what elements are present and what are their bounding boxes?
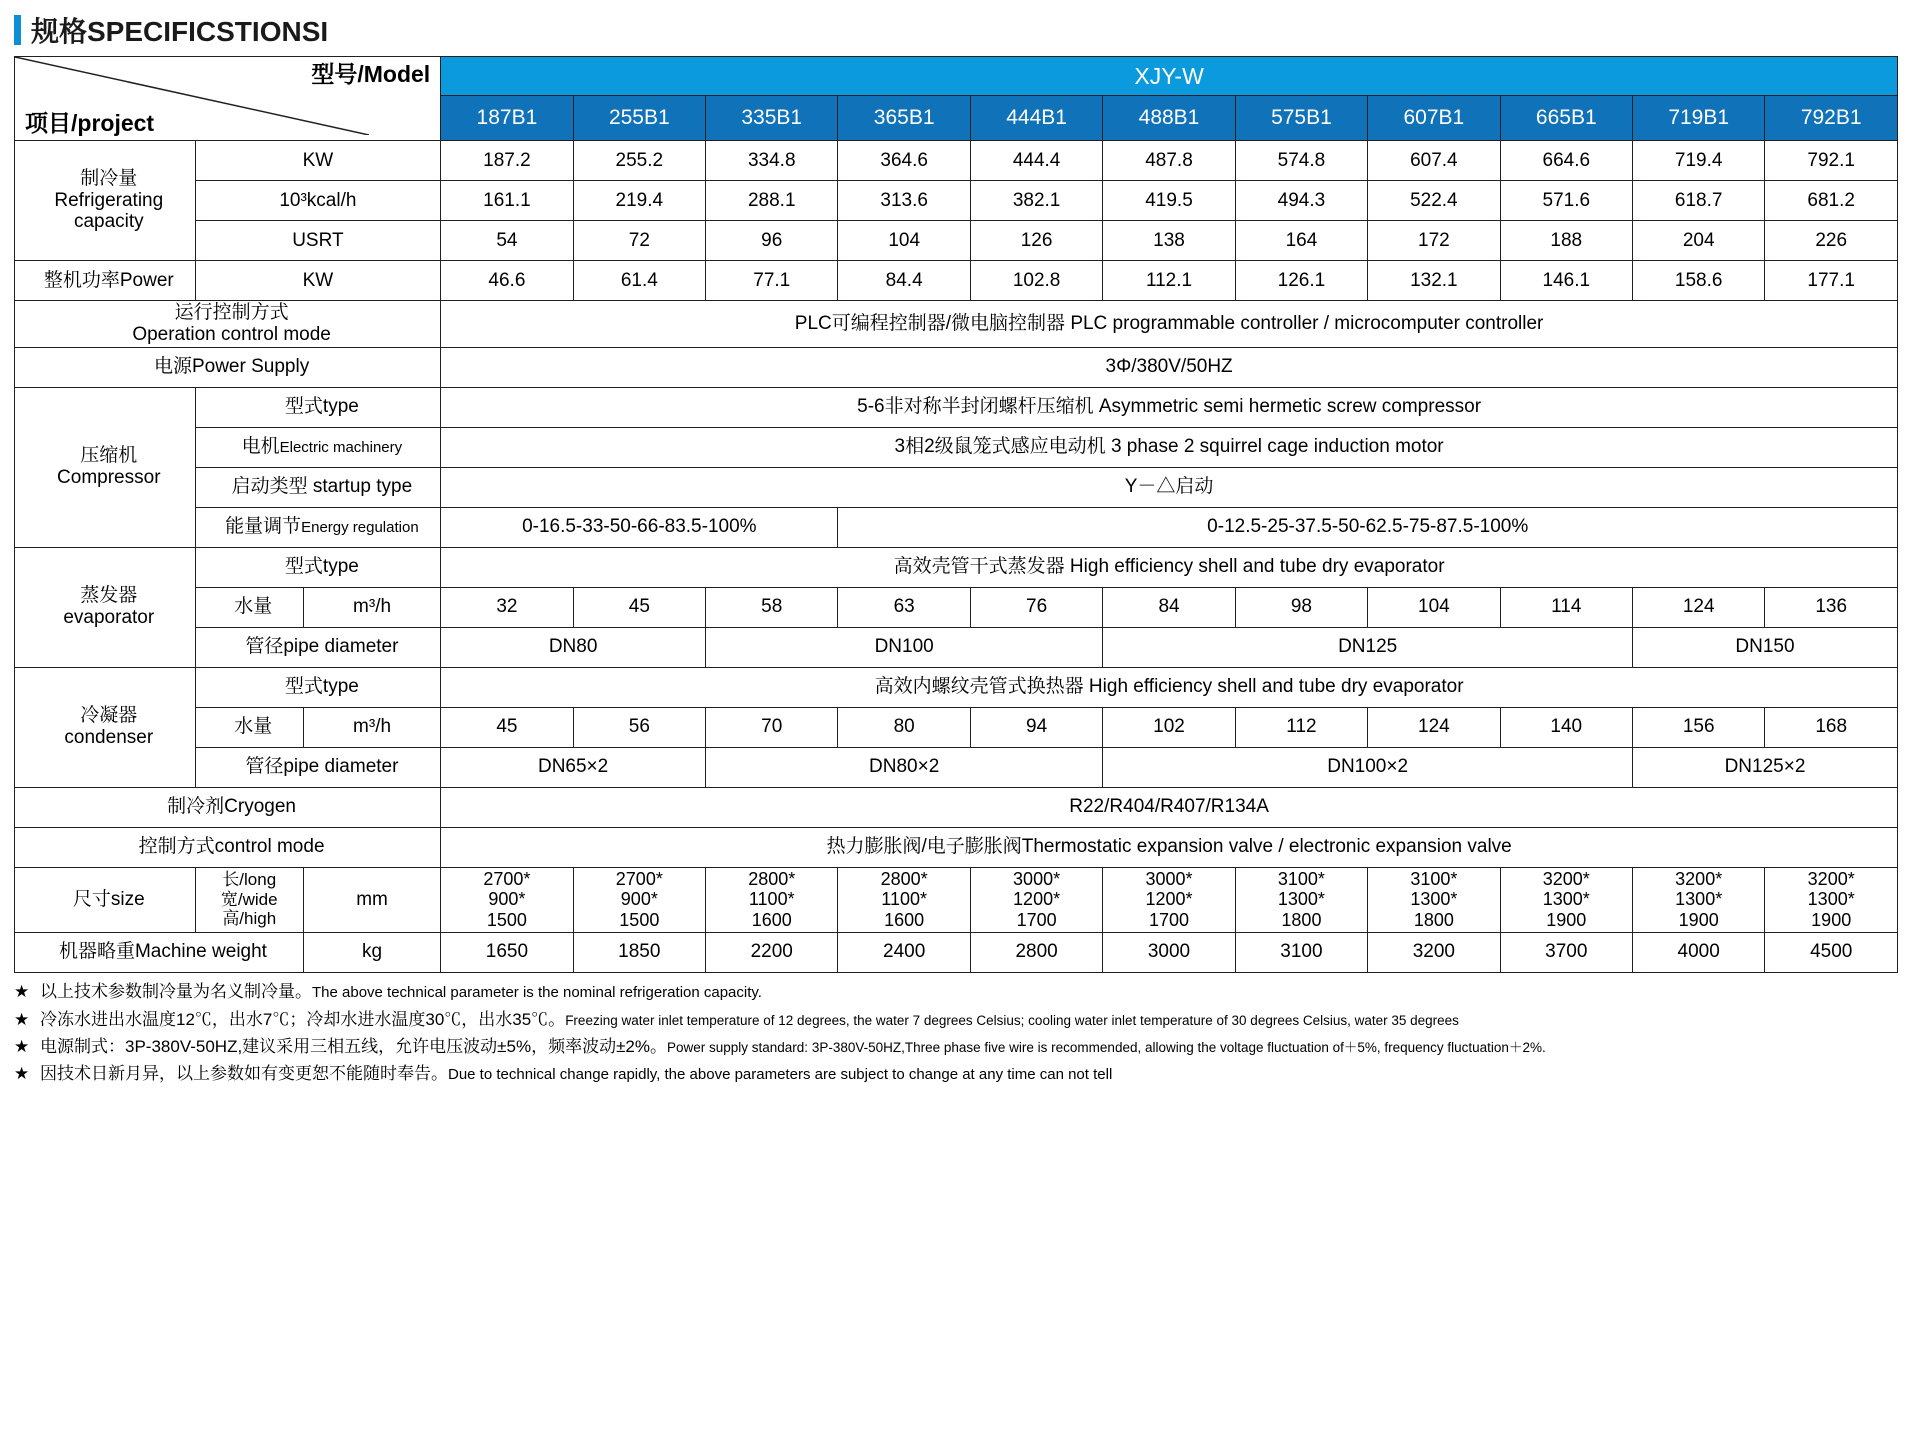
page-title [14,8,1906,52]
cell-value: 204 [1632,221,1764,261]
cell-value: DN100 [706,627,1103,667]
label-en: Electric machinery [279,439,403,457]
cell-value: 288.1 [706,181,838,221]
cell-size: 3200* 1300* 1900 [1500,867,1632,932]
compressor-energy-label [195,507,441,547]
cell-value: 226 [1765,221,1898,261]
cell-value: 46.6 [441,261,573,301]
cell-value: 56 [573,707,705,747]
footnote-text: 以上技术参数制冷量为名义制冷量。The above technical parameter is the nominal refrigeration capacity. [40,981,762,1001]
row-label-condenser [15,667,196,787]
condenser-water-label: 水量 [195,707,303,747]
size-unit: mm [303,867,440,932]
cell-value: 84 [1103,587,1235,627]
cell-value: 574.8 [1235,141,1367,181]
cell-value: 140 [1500,707,1632,747]
cell-value: R22/R404/R407/R134A [441,787,1898,827]
cell-value: 138 [1103,221,1235,261]
footnote [14,1063,1906,1085]
cell-value: 1850 [573,932,705,972]
star-icon: ★ [14,1064,30,1083]
cell-value: PLC可编程控制器/微电脑控制器 PLC programmable controller / microcomputer controller [441,301,1898,348]
cell-value: 124 [1632,587,1764,627]
cell-value: 158.6 [1632,261,1764,301]
cell-value: DN125 [1103,627,1633,667]
title-accent-bar [14,15,21,45]
row-label-size: 尺寸size [15,867,196,932]
specification-table [14,56,1898,973]
model-header: 488B1 [1103,96,1235,141]
model-header: 719B1 [1632,96,1764,141]
condenser-water-unit: m³/h [303,707,440,747]
cell-value: DN100×2 [1103,747,1633,787]
cell-value: 719.4 [1632,141,1764,181]
cell-value: 61.4 [573,261,705,301]
footnote-text: 电源制式：3P-380V-50HZ,建议采用三相五线，允许电压波动±5%，频率波动±2%。Power supply standard: 3P-380V-50HZ,Three phase five wire is recommended, allowing the voltage fluctuation of＋5%, frequency fluctuation＋2%. [40,1036,1546,1056]
cell-value: 681.2 [1765,181,1898,221]
footnote [14,981,1906,1003]
footnotes [14,981,1906,1085]
cell-value: 172 [1368,221,1500,261]
evaporator-type-label: 型式type [195,547,441,587]
cell-value: 54 [441,221,573,261]
row-label-operation-control-mode [15,301,441,348]
cell-value: 102.8 [970,261,1102,301]
cell-value: 168 [1765,707,1898,747]
label-cn: 电机 [241,436,280,458]
cell-value: 607.4 [1368,141,1500,181]
label-cn: 压缩机 [80,445,138,467]
model-header: 444B1 [970,96,1102,141]
label-cn: 运行控制方式 [174,302,289,323]
cell-size: 3100* 1300* 1800 [1368,867,1500,932]
model-header: 365B1 [838,96,970,141]
label-en: Energy regulation [301,519,419,537]
cell-value: 792.1 [1765,141,1898,181]
cell-value: 80 [838,707,970,747]
size-dim-long: 长/long [222,870,277,890]
table-row [15,427,1898,467]
label-en: Operation control mode [132,323,331,345]
cell-value: 156 [1632,707,1764,747]
cell-value: 3Φ/380V/50HZ [441,347,1898,387]
cell-value: 571.6 [1500,181,1632,221]
row-label-cryogen: 制冷剂Cryogen [15,787,441,827]
cell-size: 2800* 1100* 1600 [706,867,838,932]
table-row [15,221,1898,261]
cell-size: 2700* 900* 1500 [441,867,573,932]
condenser-type-label: 型式type [195,667,441,707]
size-dims-label [195,867,303,932]
row-label-weight: 机器略重Machine weight [15,932,304,972]
cell-value: 3000 [1103,932,1235,972]
label-cn: 制冷量 [80,167,138,189]
cell-value: DN125×2 [1632,747,1897,787]
table-row [15,181,1898,221]
label-en: evaporator [63,607,155,629]
cell-value: 104 [1368,587,1500,627]
cell-size: 3200* 1300* 1900 [1632,867,1764,932]
footnote-text: 因技术日新月异，以上参数如有变更恕不能随时奉告。Due to technical change rapidly, the above parameters are subject to change at any time can not tell [40,1064,1113,1083]
cell-value: 313.6 [838,181,970,221]
cell-value: 136 [1765,587,1898,627]
unit-kw: KW [195,261,441,301]
cell-value: 2400 [838,932,970,972]
table-row [15,932,1898,972]
table-row [15,547,1898,587]
table-row [15,301,1898,348]
table-row [15,667,1898,707]
table-row [15,787,1898,827]
cell-value: DN150 [1632,627,1897,667]
table-row [15,867,1898,932]
title-text: 规格SPECIFICSTIONSI [31,16,329,47]
row-label-power-supply: 电源Power Supply [15,347,441,387]
star-icon: ★ [14,1036,30,1056]
table-row [15,747,1898,787]
cell-value: 364.6 [838,141,970,181]
cell-value: 102 [1103,707,1235,747]
cell-value: 94 [970,707,1102,747]
table-row [15,347,1898,387]
condenser-pipe-label: 管径pipe diameter [195,747,441,787]
evaporator-water-unit: m³/h [303,587,440,627]
cell-value: 热力膨胀阀/电子膨胀阀Thermostatic expansion valve / electronic expansion valve [441,827,1898,867]
evaporator-water-label: 水量 [195,587,303,627]
model-header: 665B1 [1500,96,1632,141]
row-label-evaporator [15,547,196,667]
cell-value: 72 [573,221,705,261]
cell-value: 96 [706,221,838,261]
cell-value: 112.1 [1103,261,1235,301]
cell-value: 4000 [1632,932,1764,972]
model-header: 607B1 [1368,96,1500,141]
cell-value: 70 [706,707,838,747]
model-header: 575B1 [1235,96,1367,141]
cell-value: 126.1 [1235,261,1367,301]
size-dim-high: 高/high [222,909,277,929]
cell-value: 334.8 [706,141,838,181]
evaporator-pipe-label: 管径pipe diameter [195,627,441,667]
corner-project-label: 项目/project [25,109,155,136]
cell-value: 0-12.5-25-37.5-50-62.5-75-87.5-100% [838,507,1898,547]
cell-value: 2800 [970,932,1102,972]
cell-value: 3700 [1500,932,1632,972]
cell-value: 3200 [1368,932,1500,972]
cell-size: 3000* 1200* 1700 [970,867,1102,932]
cell-value: 77.1 [706,261,838,301]
cell-value: 132.1 [1368,261,1500,301]
cell-value: DN80×2 [706,747,1103,787]
cell-value: 494.3 [1235,181,1367,221]
cell-value: 444.4 [970,141,1102,181]
cell-value: 146.1 [1500,261,1632,301]
cell-value: 664.6 [1500,141,1632,181]
table-row [15,827,1898,867]
row-label-compressor [15,387,196,547]
cell-value: 84.4 [838,261,970,301]
cell-value: 高效内螺纹壳管式换热器 High efficiency shell and tube dry evaporator [441,667,1898,707]
compressor-type-label: 型式type [195,387,441,427]
label-cn: 蒸发器 [80,585,138,607]
cell-value: 126 [970,221,1102,261]
label-en: condenser [64,727,154,749]
corner-header [15,57,441,141]
size-dim-wide: 宽/wide [220,889,278,909]
cell-value: 255.2 [573,141,705,181]
star-icon: ★ [14,1009,30,1029]
cell-value: 522.4 [1368,181,1500,221]
model-header: 792B1 [1765,96,1898,141]
cell-value: 219.4 [573,181,705,221]
cell-value: 98 [1235,587,1367,627]
series-name: XJY-W [441,57,1898,96]
cell-size: 3200* 1300* 1900 [1765,867,1898,932]
table-row [15,141,1898,181]
row-label-power: 整机功率Power [15,261,196,301]
table-row [15,507,1898,547]
cell-value: 0-16.5-33-50-66-83.5-100% [441,507,838,547]
table-row [15,387,1898,427]
cell-value: 58 [706,587,838,627]
cell-value: 1650 [441,932,573,972]
cell-value: Y－△启动 [441,467,1898,507]
footnote-text: 冷冻水进出水温度12℃，出水7℃；冷却水进水温度30℃，出水35℃。Freezing water inlet temperature of 12 degrees, the water 7 degrees Celsius; cooling water inlet temperature of 30 degrees Celsius, water 35 degrees [40,1009,1459,1029]
cell-size: 3000* 1200* 1700 [1103,867,1235,932]
label-cn: 能量调节 [225,516,302,538]
table-header-series [15,57,1898,96]
cell-size: 3100* 1300* 1800 [1235,867,1367,932]
table-row [15,627,1898,667]
star-icon: ★ [14,981,30,1001]
row-label-control-mode: 控制方式control mode [15,827,441,867]
cell-value: 419.5 [1103,181,1235,221]
table-row [15,587,1898,627]
unit-usrt: USRT [195,221,441,261]
cell-value: 32 [441,587,573,627]
model-header: 335B1 [706,96,838,141]
cell-value: 63 [838,587,970,627]
cell-size: 2700* 900* 1500 [573,867,705,932]
cell-value: DN65×2 [441,747,706,787]
cell-value: 114 [1500,587,1632,627]
cell-size: 2800* 1100* 1600 [838,867,970,932]
model-header: 187B1 [441,96,573,141]
unit-kcal: 10³kcal/h [195,181,441,221]
unit-kw: KW [195,141,441,181]
label-cn: 冷凝器 [80,705,138,727]
cell-value: 76 [970,587,1102,627]
table-row [15,261,1898,301]
cell-value: 487.8 [1103,141,1235,181]
weight-unit: kg [303,932,440,972]
cell-value: 104 [838,221,970,261]
cell-value: 45 [573,587,705,627]
cell-value: 124 [1368,707,1500,747]
cell-value: 112 [1235,707,1367,747]
cell-value: 161.1 [441,181,573,221]
compressor-startup-label: 启动类型 startup type [195,467,441,507]
model-header: 255B1 [573,96,705,141]
cell-value: 618.7 [1632,181,1764,221]
footnote [14,1009,1906,1030]
row-label-refrigerating-capacity [15,141,196,261]
cell-value: 164 [1235,221,1367,261]
table-row [15,707,1898,747]
cell-value: 高效壳管干式蒸发器 High efficiency shell and tube dry evaporator [441,547,1898,587]
cell-value: 3100 [1235,932,1367,972]
cell-value: DN80 [441,627,706,667]
label-en: Compressor [57,467,161,489]
compressor-motor-label [195,427,441,467]
label-en: Refrigerating capacity [54,189,164,233]
cell-value: 2200 [706,932,838,972]
cell-value: 4500 [1765,932,1898,972]
footnote [14,1036,1906,1057]
cell-value: 188 [1500,221,1632,261]
cell-value: 3相2级鼠笼式感应电动机 3 phase 2 squirrel cage induction motor [441,427,1898,467]
cell-value: 187.2 [441,141,573,181]
cell-value: 45 [441,707,573,747]
cell-value: 177.1 [1765,261,1898,301]
table-row [15,467,1898,507]
cell-value: 5-6非对称半封闭螺杆压缩机 Asymmetric semi hermetic screw compressor [441,387,1898,427]
corner-model-label: 型号/Model [311,61,431,87]
cell-value: 382.1 [970,181,1102,221]
